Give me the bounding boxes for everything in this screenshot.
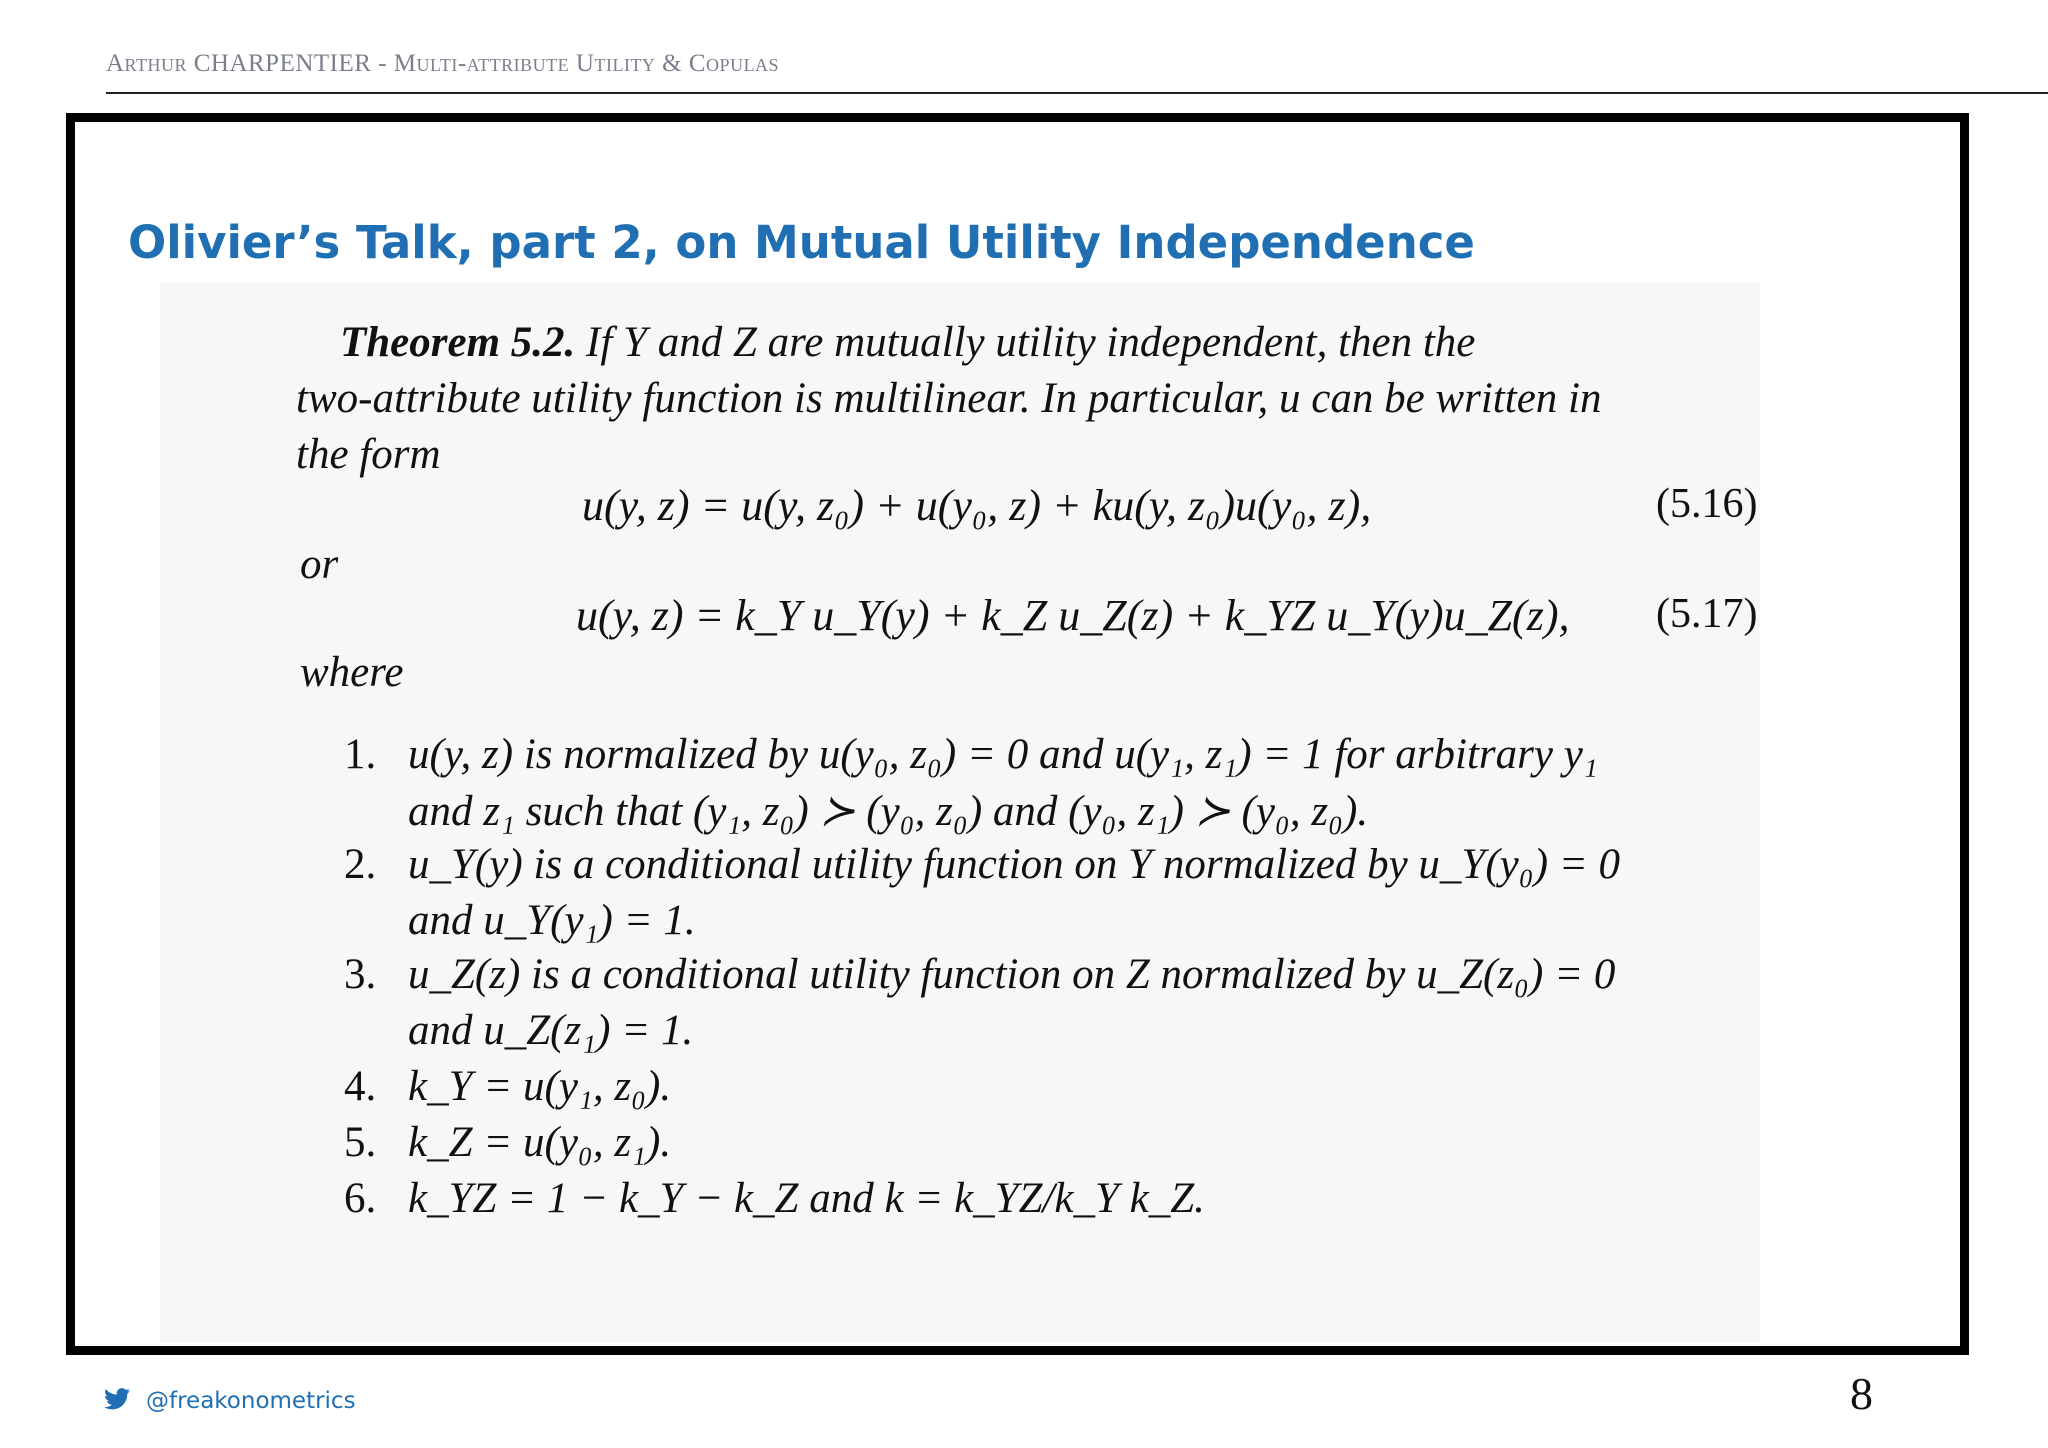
equation-5-16: u(y, z) = u(y, z₀) + u(y₀, z) + ku(y, z₀)u(y₀, z), — [582, 481, 1372, 530]
theorem-line-1-text: If Y and Z are mutually utility independent, then the — [586, 319, 1476, 366]
or-text: or — [300, 541, 339, 588]
page-number: 8 — [1850, 1368, 1873, 1419]
theorem-line-3: the form — [296, 431, 441, 478]
list-item-number: 2. — [344, 841, 377, 888]
theorem-label: Theorem 5.2. — [340, 319, 576, 366]
header-title: Arthur CHARPENTIER - Multi-attribute Utility & Copulas — [106, 50, 780, 77]
list-item-3-line-2: and u_Z(z₁) = 1. — [408, 1007, 694, 1054]
theorem-line-1 — [340, 318, 1475, 367]
equation-5-16-number: (5.16) — [1656, 481, 1758, 527]
list-item-number: 4. — [344, 1063, 377, 1110]
list-item-number: 6. — [344, 1175, 377, 1222]
list-item-5: k_Z = u(y₀, z₁). — [408, 1119, 672, 1166]
twitter-bird-icon[interactable] — [104, 1388, 130, 1410]
list-item-1-line-2: and z₁ such that (y₁, z₀) ≻ (y₀, z₀) and (y₀, z₁) ≻ (y₀, z₀). — [408, 788, 1369, 835]
equation-5-17-number: (5.17) — [1656, 591, 1758, 637]
list-item-2-line-2: and u_Y(y₁) = 1. — [408, 897, 696, 944]
list-item-1-line-1: u(y, z) is normalized by u(y₀, z₀) = 0 and u(y₁, z₁) = 1 for arbitrary y₁ — [408, 731, 1598, 778]
list-item-3-line-1: u_Z(z) is a conditional utility function on Z normalized by u_Z(z₀) = 0 — [408, 951, 1616, 998]
list-item-number: 3. — [344, 951, 377, 998]
where-text: where — [300, 649, 404, 696]
slide-title: Olivier’s Talk, part 2, on Mutual Utility Independence — [128, 216, 1475, 269]
list-item-2-line-1: u_Y(y) is a conditional utility function on Y normalized by u_Y(y₀) = 0 — [408, 841, 1621, 888]
header-rule — [106, 92, 2048, 94]
equation-5-17: u(y, z) = k_Y u_Y(y) + k_Z u_Z(z) + k_YZ u_Y(y)u_Z(z), — [576, 591, 1570, 640]
twitter-handle-link[interactable]: @freakonometrics — [146, 1388, 356, 1414]
list-item-number: 5. — [344, 1119, 377, 1166]
list-item-6: k_YZ = 1 − k_Y − k_Z and k = k_YZ/k_Y k_Z. — [408, 1175, 1205, 1222]
list-item-4: k_Y = u(y₁, z₀). — [408, 1063, 672, 1110]
list-item-number: 1. — [344, 731, 377, 778]
theorem-line-2: two-attribute utility function is multilinear. In particular, u can be written in — [296, 375, 1602, 422]
